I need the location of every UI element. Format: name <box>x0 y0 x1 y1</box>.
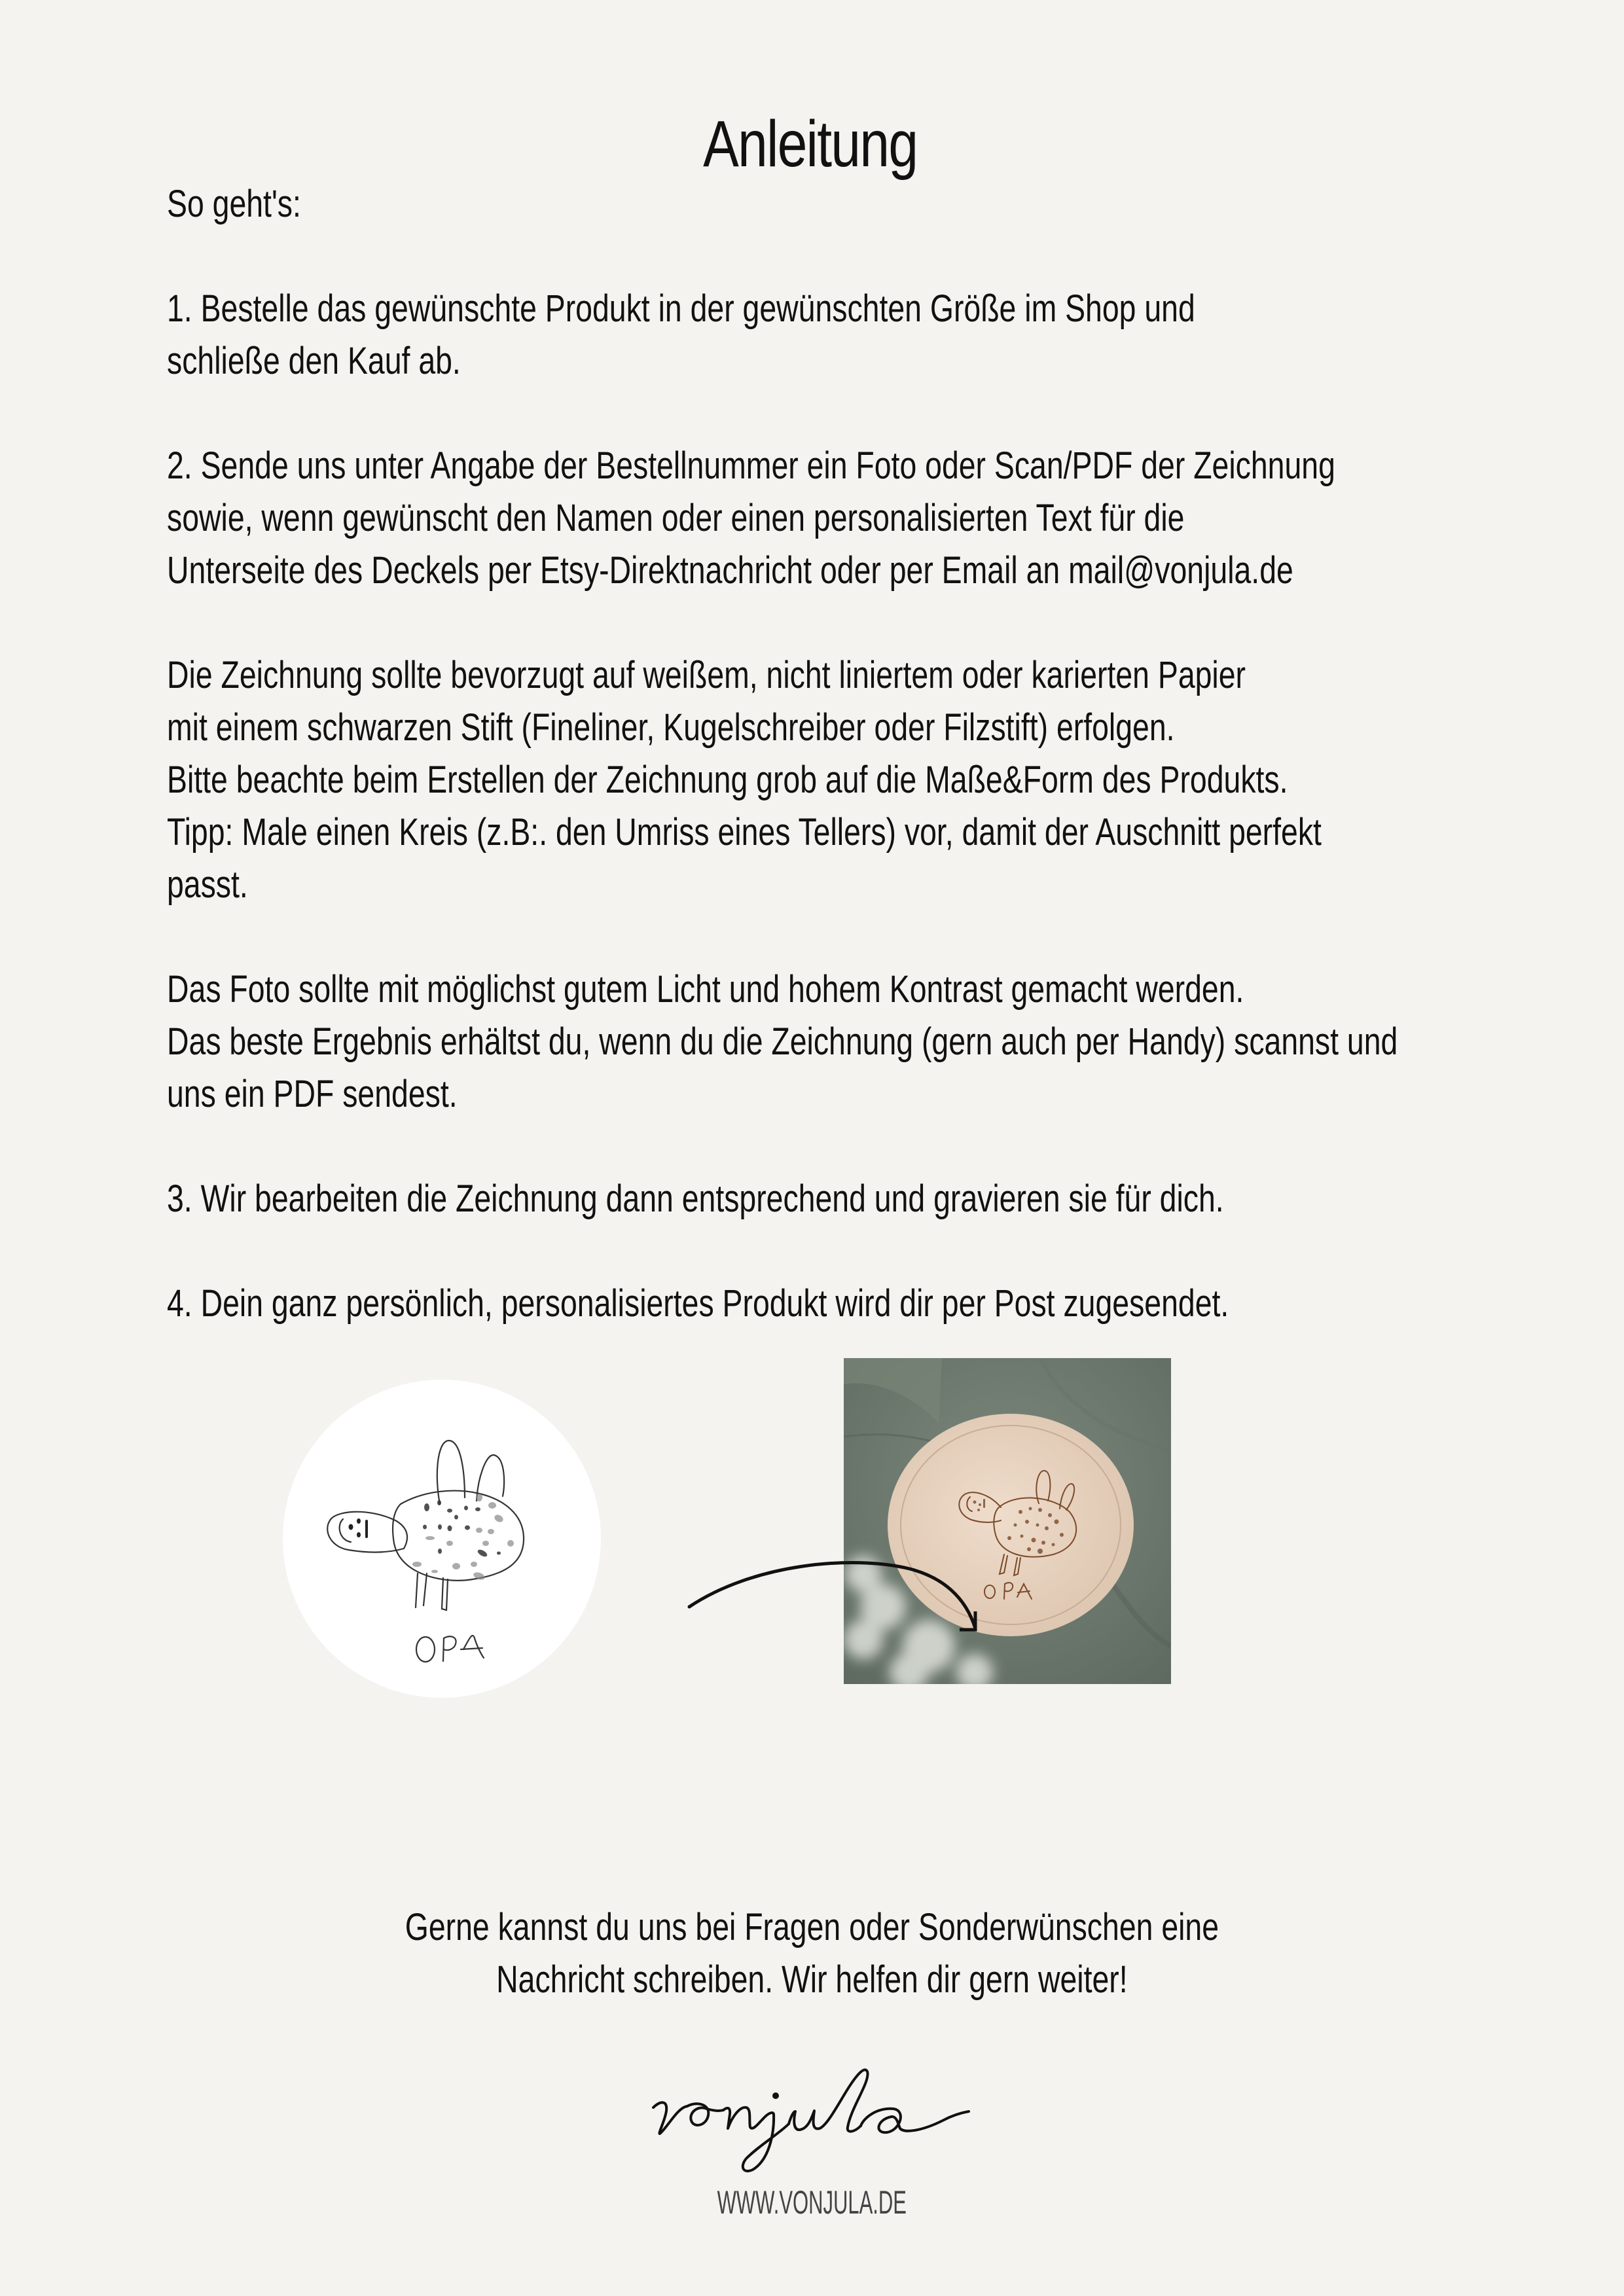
contact-message <box>162 1901 1462 2006</box>
drawing-note-1: Die Zeichnung sollte bevorzugt auf weißem, nicht liniertem oder karierten Papier <box>167 654 1246 696</box>
photo-note-2: Das beste Ergebnis erhältst du, wenn du die Zeichnung (gern auch per Handy) scannst und <box>167 1020 1398 1063</box>
drawing-note-2: mit einem schwarzen Stift (Fineliner, Kugelschreiber oder Filzstift) erfolgen. <box>167 706 1175 749</box>
step-2-line-3: Unterseite des Deckels per Etsy-Direktnachricht oder per Email an mail@vonjula.de <box>167 549 1293 592</box>
contact-message-line-1: Gerne kannst du uns bei Fragen oder Sonderwünschen eine <box>405 1906 1219 1948</box>
vonjula-logo <box>648 2049 975 2186</box>
child-drawing-illustration <box>283 1380 601 1698</box>
spacer <box>167 387 1424 440</box>
product-photo <box>844 1358 1171 1684</box>
step-2-line-2: sowie, wenn gewünscht den Namen oder einen personalisierten Text für die <box>167 497 1185 539</box>
drawing-note-3: Bitte beachte beim Erstellen der Zeichnung grob auf die Maße&Form des Produkts. <box>167 759 1288 801</box>
spacer <box>167 1225 1424 1278</box>
step-1-line-2: schließe den Kauf ab. <box>167 340 461 382</box>
step-4: 4. Dein ganz persönlich, personalisiertes Produkt wird dir per Post zugesendet. <box>167 1282 1229 1325</box>
step-1-line-1: 1. Bestelle das gewünschte Produkt in der gewünschten Größe im Shop und <box>167 287 1195 330</box>
child-drawing-circle <box>283 1380 601 1698</box>
engraved-lid-photo <box>844 1358 1171 1684</box>
step-3: 3. Wir bearbeiten die Zeichnung dann entsprechend und gravieren sie für dich. <box>167 1177 1224 1220</box>
page-title: Anleitung <box>703 107 918 181</box>
spacer <box>167 230 1424 283</box>
spacer <box>167 911 1424 963</box>
contact-message-line-2: Nachricht schreiben. Wir helfen dir gern weiter! <box>496 1958 1128 2001</box>
instructions-body <box>167 178 1424 1330</box>
spacer <box>167 1121 1424 1173</box>
drawing-note-4: Tipp: Male einen Kreis (z.B:. den Umriss eines Tellers) vor, damit der Auschnitt perfekt <box>167 811 1322 853</box>
drawing-note-5: passt. <box>167 863 248 906</box>
step-2-line-1: 2. Sende uns unter Angabe der Bestellnummer ein Foto oder Scan/PDF der Zeichnung <box>167 444 1335 487</box>
photo-note-3: uns ein PDF sendest. <box>167 1073 458 1115</box>
spacer <box>167 597 1424 649</box>
intro-text: So geht's: <box>167 183 301 225</box>
website-link[interactable]: WWW.VONJULA.DE <box>717 2184 907 2221</box>
photo-note-1: Das Foto sollte mit möglichst gutem Licht und hohem Kontrast gemacht werden. <box>167 968 1244 1011</box>
